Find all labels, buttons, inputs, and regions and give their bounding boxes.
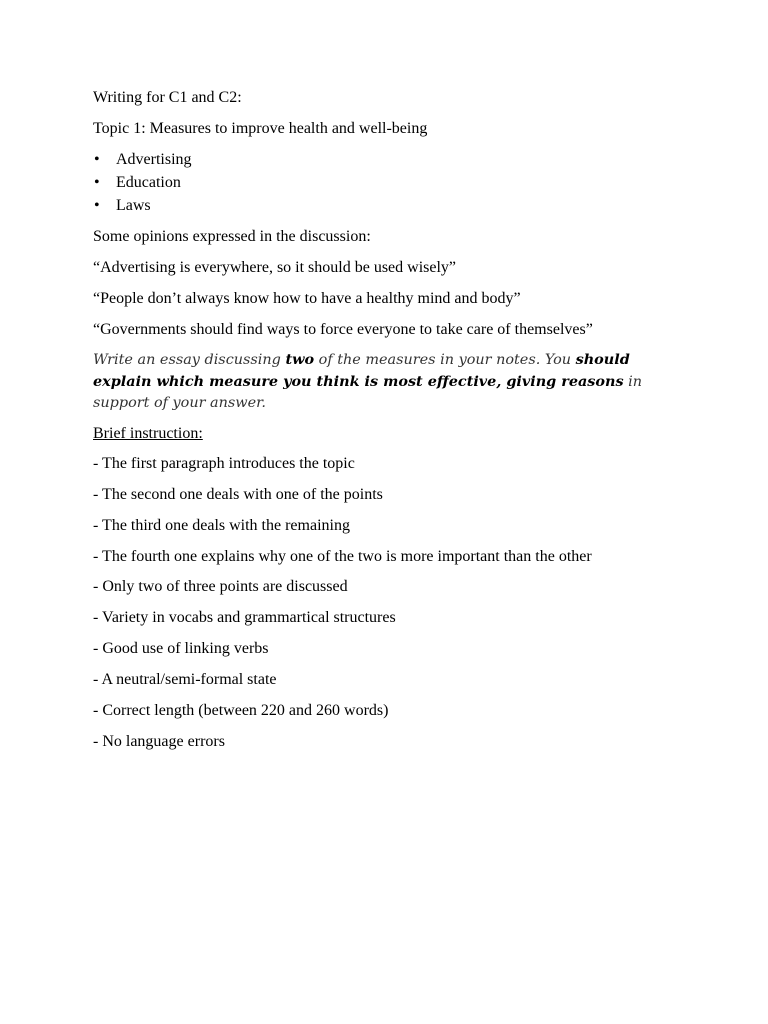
- instruction-text: of the measures in your notes. You: [314, 352, 576, 368]
- instruction-text: Write an essay discussing: [93, 352, 286, 368]
- brief-item: - Variety in vocabs and grammartical structures: [93, 609, 396, 626]
- brief-item: - A neutral/semi-formal state: [93, 671, 277, 688]
- measure-label: Advertising: [116, 151, 192, 168]
- brief-item: - No language errors: [93, 733, 225, 750]
- opinion-quote: “Advertising is everywhere, so it should be used wisely”: [93, 259, 457, 276]
- bullet-icon: •: [94, 174, 100, 191]
- opinions-intro: Some opinions expressed in the discussion:: [93, 228, 371, 245]
- brief-item: - Good use of linking verbs: [93, 640, 269, 657]
- measure-label: Laws: [116, 197, 151, 214]
- list-item: [94, 150, 192, 170]
- list-item: [94, 173, 181, 193]
- instruction-text: in support of your answer.: [93, 374, 643, 411]
- essay-instruction: [93, 349, 653, 414]
- instruction-bold: two: [285, 351, 315, 368]
- list-item: [94, 196, 151, 216]
- bullet-icon: •: [94, 197, 100, 214]
- bullet-icon: •: [94, 151, 100, 168]
- brief-item: - The second one deals with one of the points: [93, 486, 383, 503]
- brief-item: - The third one deals with the remaining: [93, 517, 350, 534]
- opinion-quote: “Governments should find ways to force everyone to take care of themselves”: [93, 321, 593, 338]
- document-heading: Writing for C1 and C2:: [93, 89, 242, 106]
- brief-instruction-title: Brief instruction:: [93, 425, 203, 442]
- brief-item: - The fourth one explains why one of the two is more important than the other: [93, 548, 592, 565]
- brief-item: - Only two of three points are discussed: [93, 578, 348, 595]
- instruction-bold: should explain which measure you think is most effective, giving reasons: [93, 351, 630, 390]
- brief-item: - The first paragraph introduces the topic: [93, 455, 355, 472]
- brief-item: - Correct length (between 220 and 260 words): [93, 702, 389, 719]
- opinion-quote: “People don’t always know how to have a healthy mind and body”: [93, 290, 521, 307]
- topic-title: Topic 1: Measures to improve health and well-being: [93, 120, 428, 137]
- measure-label: Education: [116, 174, 181, 191]
